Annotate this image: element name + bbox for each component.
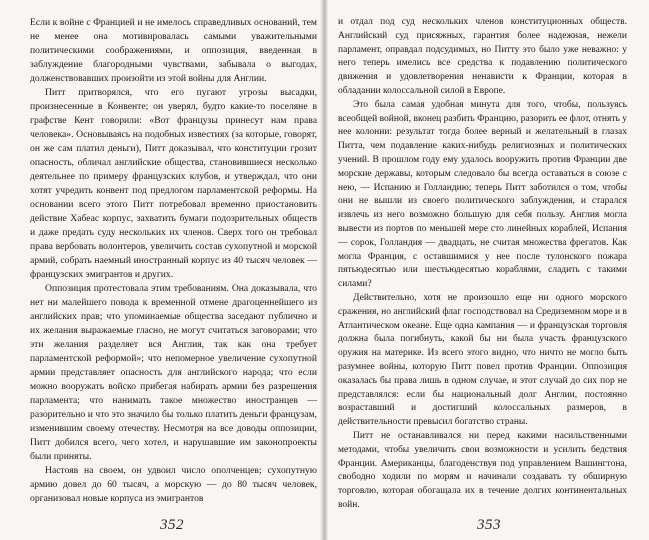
left-page-text [30,16,317,506]
page-number-right: 353 [477,517,501,533]
paragraph: Питт притворялся, что его пугают угрозы высадки, произнесенные в Конвенте; он уверял, будто какие-то поселяне в графстве Кент говорили: «Вот французы принесут нам права человека». Основываясь на подобных известиях (за которые, говорят, он же сам платил деньги), Питт доказывал, что конституции грозит опасность, обличал английские общества, становившиеся несколько деятельнее по примеру французских клубов, и утверждал, что они хотят учредить конвент под предлогом парламентской реформы. На основании всего этого Питт потребовал временно приостановить действие Хабеас корпус, захватить бумаги подозрительных обществ и даже предать суду нескольких их членов. Сверх того он требовал права вербовать волонтеров, увеличить состав сухопутной и морской армий, собрать наемный иностранный корпус из 40 тысяч человек — французских эмигрантов и других. [30,87,317,280]
left-page [0,0,322,540]
paragraph: Это была самая удобная минута для того, чтобы, пользуясь всеобщей войной, вконец разбить Францию, разорить ее флот, отнять у нее колонии: результат тогда более верный и желательный в глазах Питта, чем подавление каких-нибудь религиозных и политических учений. В прошлом году ему удалось вооружить против Франции две морские державы, которым следовало бы всегда оставаться в союзе с нею, — Испанию и Голландию; теперь Питт заботился о том, чтобы они не вышли из своего политического заблуждения, и старался извлечь из него возможно большую для себя пользу. Англия могла вывести из портов по меньшей мере сто линейных кораблей, Испания — сорок, Голландия — двадцать, не считая множества фрегатов. Как могла Франция, с оставшимися у нее после тулонского пожара пятьюдесятью или шестьюдесятью кораблями, сладить с такими силами? [338,99,627,290]
paragraph: Питт не останавливался ни перед какими насильственными методами, чтобы увеличить свои возможности и усилить бедствия Франции. Американцы, благоденствуя под управлением Вашингтона, свободно ходили по морям и начинали создавать ту обширную торговлю, которая обогащала их в течение долгих континентальных войн. [338,430,627,510]
right-page-text [338,16,627,513]
paragraph: Настояв на своем, он удвоил число ополченцев; сухопутную армию довел до 60 тысяч, а морскую — до 80 тысяч человек, организовал новые корпуса из эмигрантов [30,465,317,504]
paragraph: Оппозиция протестовала этим требованиям. Она доказывала, что нет ни малейшего повода к временной отмене драгоценнейшего из английских прав; что упоминаемые общества заседают публично и их желания выражаемые гласно, не могут считаться заговорами; что эти желания разделяет вся Англия, так как она требует парламентской реформой»; что непомерное увеличение сухопутной армии представляет опасность для английского народа; что если можно вооружать войско прибегая набирать армии без разрешения парламента; что нанимать такое множество иностранцев — разорительно и что это значило бы только платить деньги французам, изменившим своему отечеству. Несмотря на все доводы оппозиции, Питт добился всего, чего хотел, и нарушавшие им законопроекты были приняты. [30,283,317,462]
page-number-left: 352 [160,517,184,533]
book-gutter [320,0,328,540]
right-page [324,0,649,540]
paragraph: и отдал под суд нескольких членов конституционных обществ. Английский суд присяжных, гарантия более надежная, нежели парламент, оправдал подсудимых, но Питту это было уже неважно: у него теперь имелись все средства к подавлению политического движения и удовлетворения ненависти к Франции, которая в обладании колоссальной силой в Европе. [338,17,627,96]
paragraph: Если к войне с Францией и не имелось справедливых оснований, тем не менее она мотивировалась самыми уважительными политическими соображениями, и оппозиция, введенная в заблуждение благородными чувствами, забывала о выгодах, долженствовавших произойти из этой войны для Англии. [30,17,317,84]
paragraph: Действительно, хотя не произошло еще ни одного морского сражения, но английский флаг господствовал на Средиземном море и в Атлантическом океане. Еще одна кампания — и французская торговля должна была погибнуть, какой бы ни была участь французского оружия на материке. Из всего этого видно, что ничто не могло быть разумнее войны, которую Питт повел против Франции. Оппозиция оказалась бы права лишь в одном случае, и этот случай до сих пор не представлялся: если бы национальный долг Англии, постоянно возраставший и достигший колоссальных размеров, в действительности превысил богатство страны. [338,292,627,428]
